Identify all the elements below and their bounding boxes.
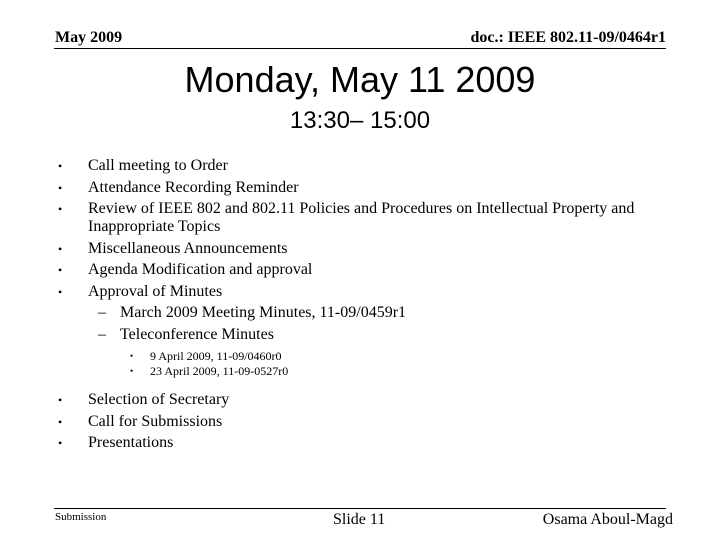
agenda-item-label: Attendance Recording Reminder: [88, 178, 299, 196]
header-date: May 2009: [55, 29, 123, 46]
agenda-item-label: Presentations: [88, 434, 174, 451]
agenda-subitem: [58, 326, 658, 344]
bullet-icon: •: [58, 414, 63, 429]
bullet-icon: •: [58, 241, 63, 256]
agenda-item: [58, 179, 658, 197]
agenda-item: [58, 157, 658, 175]
agenda-subsubitem: [58, 364, 658, 378]
bullet-icon: •: [58, 159, 63, 173]
agenda-item: [58, 240, 658, 258]
footer-author: Osama Aboul-Magd: [542, 511, 673, 528]
bullet-icon: •: [58, 202, 63, 216]
agenda-item-label: Call for Submissions: [88, 412, 223, 430]
bullet-icon: •: [58, 263, 63, 277]
agenda-subitem: [58, 304, 658, 322]
bullet-icon: •: [58, 180, 63, 195]
agenda-item-label: Selection of Secretary: [88, 391, 230, 408]
slide-subtitle: 13:30– 15:00: [289, 107, 431, 134]
agenda-subitem-label: Teleconference Minutes: [120, 325, 274, 343]
agenda-item-label: Miscellaneous Announcements: [88, 239, 288, 257]
agenda-subitem-label: March 2009 Meeting Minutes, 11-09/0459r1: [120, 304, 407, 321]
agenda-item-label: Call meeting to Order: [88, 157, 228, 174]
agenda-item: [58, 261, 658, 279]
agenda-item: [58, 391, 658, 409]
agenda-item: [58, 434, 658, 452]
agenda-subsubitem-label: 9 April 2009, 11-09/0460r0: [150, 349, 282, 363]
agenda-item: [58, 283, 658, 301]
bullet-icon: •: [130, 351, 134, 361]
bullet-icon: •: [130, 366, 134, 376]
spacer: [58, 379, 658, 391]
agenda-subsubitem-label: 23 April 2009, 11-09-0527r0: [150, 364, 289, 378]
header-doc-id: doc.: IEEE 802.11-09/0464r1: [470, 29, 666, 46]
bullet-icon: •: [58, 436, 63, 450]
slide-title: Monday, May 11 2009: [184, 59, 536, 100]
slide-number: Slide 11: [333, 511, 386, 528]
header-divider: [54, 48, 666, 49]
bullet-icon: •: [58, 284, 63, 299]
agenda-item: [58, 200, 658, 236]
agenda-subsubitem: [58, 349, 658, 363]
dash-icon: –: [98, 325, 106, 343]
agenda-item: [58, 413, 658, 431]
dash-icon: –: [98, 304, 106, 321]
agenda-item-label: Review of IEEE 802 and 802.11 Policies and Procedures on Intellectual Property and Inappropriate Topics: [88, 200, 635, 235]
agenda-item-label: Approval of Minutes: [88, 282, 223, 300]
bullet-icon: •: [58, 393, 63, 407]
footer-divider: [54, 508, 666, 509]
agenda-item-label: Agenda Modification and approval: [88, 261, 313, 278]
footer-submission: Submission: [55, 511, 107, 523]
agenda-list: [58, 157, 658, 456]
